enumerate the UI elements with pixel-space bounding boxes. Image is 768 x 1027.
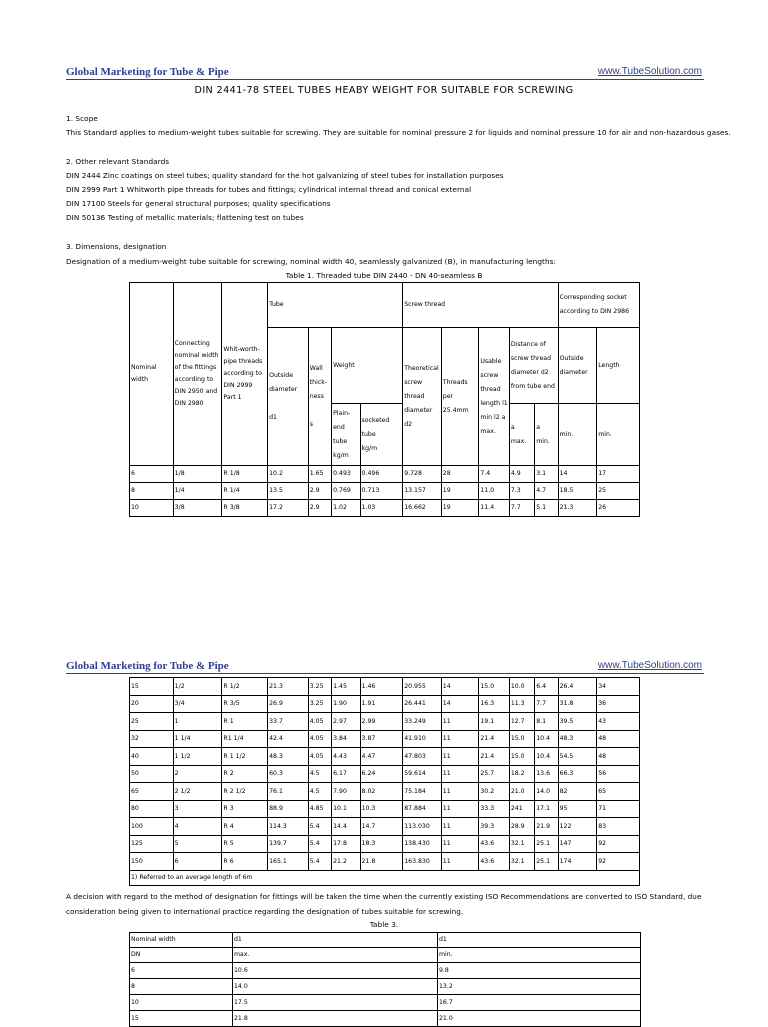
table-cell: 14.4 (332, 818, 360, 836)
page2-header-link[interactable]: www.TubeSolution.com (597, 660, 702, 671)
table-cell: 1.91 (360, 695, 403, 713)
table-cell: 11.0 (479, 483, 509, 500)
table-cell: 48 (597, 748, 640, 766)
table-cell: d1 (438, 933, 641, 948)
table-cell: 10.2 (268, 466, 309, 483)
table-cell: 75.184 (403, 783, 442, 801)
table-row (130, 500, 640, 517)
table-row (130, 483, 640, 500)
table-cell: 40 (130, 748, 174, 766)
table-cell: 11 (441, 748, 479, 766)
table-cell: 138.430 (403, 835, 442, 853)
table-cell: 47.803 (403, 748, 442, 766)
table-cell: 1.45 (332, 678, 360, 696)
table-cell: 26.9 (268, 695, 309, 713)
table-cell: 5 (173, 835, 222, 853)
table-cell: 80 (130, 800, 174, 818)
th-threads: Threads per 25.4mm (441, 328, 479, 466)
table-row (130, 963, 641, 979)
table-cell: 122 (558, 818, 597, 836)
table-cell: 13.5 (268, 483, 309, 500)
table-cell: Nominal width (130, 933, 233, 948)
standard-item: DIN 2999 Part 1 Whitworth pipe threads for tubes and fittings; cylindrical internal thread and conical external (66, 185, 472, 194)
table-cell: R 2 (222, 765, 268, 783)
table-cell: 2 1/2 (173, 783, 222, 801)
table-cell: 4.05 (308, 713, 331, 731)
table-cell: 8 (130, 483, 174, 500)
table1-footnote: 1) Referred to an average length of 6m (130, 870, 640, 885)
table-cell: 1.90 (332, 695, 360, 713)
table-cell: 92 (597, 835, 640, 853)
table-cell: 9.728 (403, 466, 442, 483)
table-cell: 14 (558, 466, 597, 483)
table-cell: 3.25 (308, 678, 331, 696)
dims-text: Designation of a medium-weight tube suitable for screwing, nominal width 40, seamlessly galvanized (B), in manufacturing lengths: (66, 257, 556, 266)
table-cell: 31.8 (558, 695, 597, 713)
table-cell: 21.0 (509, 783, 534, 801)
table-cell: R1 1/4 (222, 730, 268, 748)
th-sock-outside: Outside diameter (558, 328, 597, 404)
table-cell: R 1/8 (222, 466, 268, 483)
table-cell: 15 (130, 678, 174, 696)
table-cell: 11 (441, 730, 479, 748)
table-cell: 6 (130, 466, 174, 483)
table-cell: 42.4 (268, 730, 309, 748)
table-cell: 11 (441, 818, 479, 836)
table-cell: R 4 (222, 818, 268, 836)
table-cell: 3.84 (332, 730, 360, 748)
table-cell: R 1/2 (222, 678, 268, 696)
table-header-row (130, 948, 641, 963)
table-cell: 7.90 (332, 783, 360, 801)
table-cell: 26 (597, 500, 640, 517)
table-cell: 48 (597, 730, 640, 748)
th-connecting: Connecting nominal width of the fittings according to DIN 2950 and DIN 2980 (173, 283, 222, 466)
table-cell: 25.1 (535, 835, 558, 853)
table-cell: 33.3 (479, 800, 509, 818)
table-cell: 20 (130, 695, 174, 713)
table-cell: 1/4 (173, 483, 222, 500)
table-cell: 21.2 (332, 853, 360, 871)
table-cell: 32 (130, 730, 174, 748)
table-cell: 2.9 (308, 500, 331, 517)
th-length: Length (597, 328, 640, 404)
table-cell: 4.47 (360, 748, 403, 766)
th-theoretical: Theoretical screw thread diameter d2 (403, 328, 442, 466)
table-row (130, 818, 640, 836)
table-cell: 5.4 (308, 835, 331, 853)
table-cell: 1/8 (173, 466, 222, 483)
table-cell: 113.030 (403, 818, 442, 836)
table-cell: 2.97 (332, 713, 360, 731)
table-cell: 6.24 (360, 765, 403, 783)
table-cell: 3.87 (360, 730, 403, 748)
table-cell: 15.0 (509, 748, 534, 766)
table-cell: 4.43 (332, 748, 360, 766)
table-cell: 18.2 (509, 765, 534, 783)
table-cell: 5.4 (308, 853, 331, 871)
table-cell: 1 (173, 713, 222, 731)
table-cell: 21.3 (268, 678, 309, 696)
page1-header-rule (66, 79, 704, 80)
table-cell: 48.3 (558, 730, 597, 748)
table-cell: 60.3 (268, 765, 309, 783)
table-cell: 54.5 (558, 748, 597, 766)
table-cell: 12.7 (509, 713, 534, 731)
table-cell: 10.3 (360, 800, 403, 818)
table3-caption: Table 3. (369, 920, 399, 929)
table-cell: 7.7 (535, 695, 558, 713)
table-cell: 15.0 (509, 730, 534, 748)
page2-header-rule (66, 673, 704, 674)
document-title: DIN 2441-78 STEEL TUBES HEABY WEIGHT FOR SUITABLE FOR SCREWING (194, 85, 574, 96)
table-cell: 8.02 (360, 783, 403, 801)
table-cell: 25.7 (479, 765, 509, 783)
table-cell: 11 (441, 765, 479, 783)
table-cell: 3.1 (535, 466, 558, 483)
table-cell: 48.3 (268, 748, 309, 766)
table-cell: 10.4 (535, 730, 558, 748)
table-cell: 150 (130, 853, 174, 871)
table-cell: 11.3 (509, 695, 534, 713)
th-length-min: min. (597, 404, 640, 466)
table-cell: R 2 1/2 (222, 783, 268, 801)
table-cell: 14.7 (360, 818, 403, 836)
table-cell: 14 (441, 695, 479, 713)
table-cell: 13.2 (438, 979, 641, 995)
th-sock-min: min. (558, 404, 597, 466)
table-cell: 3.25 (308, 695, 331, 713)
table-row (130, 835, 640, 853)
table-cell: 76.1 (268, 783, 309, 801)
table-cell: 11 (441, 713, 479, 731)
table-cell: 65 (130, 783, 174, 801)
th-tube: Tube (268, 283, 403, 328)
table-row (130, 995, 641, 1011)
table-cell: 11 (441, 800, 479, 818)
table-cell: 6 (130, 963, 233, 979)
table-cell: R 5 (222, 835, 268, 853)
table-cell: 34 (597, 678, 640, 696)
table-cell: 43 (597, 713, 640, 731)
table-cell: 16.7 (438, 995, 641, 1011)
th-socketed: socketed tube kg/m (360, 404, 403, 466)
table-row (130, 1011, 641, 1027)
table-cell: 14 (441, 678, 479, 696)
table-cell: 26.441 (403, 695, 442, 713)
table-cell: 7.4 (479, 466, 509, 483)
table-cell: 1/2 (173, 678, 222, 696)
table-cell: 17.2 (268, 500, 309, 517)
table-cell: 165.1 (268, 853, 309, 871)
table1-continued (129, 677, 640, 886)
table-cell: 147 (558, 835, 597, 853)
table-cell: 4.05 (308, 730, 331, 748)
th-socket: Corresponding socket according to DIN 2986 (558, 283, 639, 328)
table-cell: R 3 (222, 800, 268, 818)
table-cell: 92 (597, 853, 640, 871)
table-cell: 25 (597, 483, 640, 500)
table-cell: max. (233, 948, 438, 963)
table-cell: 17.8 (332, 835, 360, 853)
table-cell: 41.910 (403, 730, 442, 748)
table-cell: 87.884 (403, 800, 442, 818)
table-row (130, 713, 640, 731)
page2-header-brand: Global Marketing for Tube & Pipe (66, 660, 229, 672)
table1-top (129, 282, 640, 517)
scope-heading: 1. Scope (66, 114, 98, 123)
table-cell: 1.46 (360, 678, 403, 696)
table-cell: 13.157 (403, 483, 442, 500)
table-cell: 2.9 (308, 483, 331, 500)
table-cell: 4.5 (308, 765, 331, 783)
table-cell: 25.1 (535, 853, 558, 871)
table-cell: 1 1/4 (173, 730, 222, 748)
table-cell: 33.7 (268, 713, 309, 731)
table-cell: 3/8 (173, 500, 222, 517)
table-row (130, 730, 640, 748)
table-cell: 3/4 (173, 695, 222, 713)
table-cell: 14.0 (535, 783, 558, 801)
table-cell: 56 (597, 765, 640, 783)
table-cell: 88.9 (268, 800, 309, 818)
table-cell: 2 (173, 765, 222, 783)
table-cell: 6.17 (332, 765, 360, 783)
paragraph-line: consideration being given to international practice regarding the designation of tubes suitable for screwing. (66, 907, 464, 916)
table-cell: 32.1 (509, 835, 534, 853)
table-row (130, 466, 640, 483)
table-cell: R 1/4 (222, 483, 268, 500)
table-cell: 1.02 (332, 500, 360, 517)
table-cell: 20.955 (403, 678, 442, 696)
table-cell: min. (438, 948, 641, 963)
table-cell: 139.7 (268, 835, 309, 853)
th-outside-diameter: Outside diameter d1 (268, 328, 309, 466)
table-cell: 4.05 (308, 748, 331, 766)
table-cell: 21.4 (479, 748, 509, 766)
table-row (130, 748, 640, 766)
table-cell: 25 (130, 713, 174, 731)
table-cell: 8.1 (535, 713, 558, 731)
table-cell: 11 (441, 853, 479, 871)
table-cell: 39.3 (479, 818, 509, 836)
table-header-row (130, 933, 641, 948)
table-cell: 71 (597, 800, 640, 818)
dims-heading: 3. Dimensions, designation (66, 242, 167, 251)
table-cell: 11 (441, 783, 479, 801)
standard-item: DIN 17100 Steels for general structural purposes; quality specifications (66, 199, 331, 208)
table-cell: 66.3 (558, 765, 597, 783)
table-cell: 28.9 (509, 818, 534, 836)
table-cell: 43.6 (479, 835, 509, 853)
th-wall: Wall thick-ness s (308, 328, 331, 466)
table-cell: 1.65 (308, 466, 331, 483)
table-row (130, 678, 640, 696)
table-cell: 21.0 (438, 1011, 641, 1027)
table-cell: 30.2 (479, 783, 509, 801)
table-cell: 17.5 (233, 995, 438, 1011)
table-cell: 19.1 (479, 713, 509, 731)
table-cell: 3 (173, 800, 222, 818)
table-cell: 15.0 (479, 678, 509, 696)
table-cell: 10.0 (509, 678, 534, 696)
table-row (130, 979, 641, 995)
table-cell: 16.662 (403, 500, 442, 517)
table-cell: 10 (130, 995, 233, 1011)
paragraph-line: A decision with regard to the method of designation for fittings will be taken the time when the currently existing ISO Recommendations are converted to ISO Standard, due (66, 892, 702, 901)
standard-item: DIN 50136 Testing of metallic materials; flattening test on tubes (66, 213, 304, 222)
table-cell: R 6 (222, 853, 268, 871)
table-cell: 100 (130, 818, 174, 836)
th-whitworth: Whit-worth-pipe threads according to DIN 2999 Part 1 (222, 283, 268, 466)
table-cell: 10.4 (535, 748, 558, 766)
table-cell: 125 (130, 835, 174, 853)
table-cell: 43.6 (479, 853, 509, 871)
standard-item: DIN 2444 Zinc coatings on steel tubes; quality standard for the hot galvanizing of steel tubes for installation purposes (66, 171, 504, 180)
table-cell: 11.4 (479, 500, 509, 517)
table-cell: 95 (558, 800, 597, 818)
table-cell: 174 (558, 853, 597, 871)
table-cell: R 1 1/2 (222, 748, 268, 766)
table-cell: 10.1 (332, 800, 360, 818)
page1-header-link[interactable]: www.TubeSolution.com (597, 66, 702, 77)
table-cell: 26.4 (558, 678, 597, 696)
table-cell: 11 (441, 835, 479, 853)
table-cell: 15 (130, 1011, 233, 1027)
table-cell: 8 (130, 979, 233, 995)
table-row (130, 783, 640, 801)
table-cell: 4 (173, 818, 222, 836)
table3 (129, 932, 641, 1027)
th-distance: Distance of screw thread diameter d2 from tube end (509, 328, 558, 404)
table-cell: 21.8 (360, 853, 403, 871)
table-cell: 1 1/2 (173, 748, 222, 766)
table-cell: 7.3 (509, 483, 534, 500)
table1-caption: Table 1. Threaded tube DIN 2440 - DN 40-seamless B (285, 271, 483, 280)
table-cell: 5.4 (308, 818, 331, 836)
table-cell: 10 (130, 500, 174, 517)
table-cell: 18.3 (360, 835, 403, 853)
table-cell: 0.493 (332, 466, 360, 483)
table-cell: 114.3 (268, 818, 309, 836)
table-cell: d1 (233, 933, 438, 948)
table-cell: 6 (173, 853, 222, 871)
table-cell: 4.7 (535, 483, 558, 500)
table-cell: 16.3 (479, 695, 509, 713)
table-cell: 10.6 (233, 963, 438, 979)
table-cell: 82 (558, 783, 597, 801)
table-cell: 4.5 (308, 783, 331, 801)
table-cell: 0.496 (360, 466, 403, 483)
table-cell: 2.99 (360, 713, 403, 731)
table-row (130, 695, 640, 713)
th-a-max: a max. (509, 404, 534, 466)
table-row (130, 853, 640, 871)
table-cell: 21.3 (558, 500, 597, 517)
table-cell: 21.9 (535, 818, 558, 836)
table-cell: 0.769 (332, 483, 360, 500)
table-cell: 65 (597, 783, 640, 801)
table-cell: 4.9 (509, 466, 534, 483)
th-nominal-width: Nominal width (130, 283, 174, 466)
table-cell: 21.4 (479, 730, 509, 748)
th-a-min: a min. (535, 404, 558, 466)
scope-text: This Standard applies to medium-weight tubes suitable for screwing. They are suitable for nominal pressure 2 for liquids and nominal pressure 10 for air and non-hazardous gases. (66, 128, 731, 137)
table-cell: 39.5 (558, 713, 597, 731)
table-cell: 241 (509, 800, 534, 818)
table-cell: 28 (441, 466, 479, 483)
table-cell: 17 (597, 466, 640, 483)
table-cell: R 3/8 (222, 500, 268, 517)
table-cell: 1.03 (360, 500, 403, 517)
table-cell: 17.1 (535, 800, 558, 818)
table-cell: 59.614 (403, 765, 442, 783)
table-cell: 83 (597, 818, 640, 836)
table-row (130, 800, 640, 818)
table-cell: 19 (441, 500, 479, 517)
table-cell: 33.249 (403, 713, 442, 731)
th-screw-thread: Screw thread (403, 283, 558, 328)
th-weight: Weight (332, 328, 403, 404)
table-cell: 14.0 (233, 979, 438, 995)
table-cell: 18.5 (558, 483, 597, 500)
table-cell: DN (130, 948, 233, 963)
table-cell: R 3/5 (222, 695, 268, 713)
table-row (130, 765, 640, 783)
table-cell: 163.830 (403, 853, 442, 871)
table-cell: R 1 (222, 713, 268, 731)
table-cell: 50 (130, 765, 174, 783)
table-cell: 6.4 (535, 678, 558, 696)
table-cell: 32.1 (509, 853, 534, 871)
table-cell: 7.7 (509, 500, 534, 517)
th-plain-end: Plain-end tube kg/m (332, 404, 360, 466)
th-usable: Usable screw thread length l1 min l2 a max. (479, 328, 509, 466)
table-cell: 0.713 (360, 483, 403, 500)
table-cell: 9.8 (438, 963, 641, 979)
table-cell: 13.6 (535, 765, 558, 783)
table-cell: 21.8 (233, 1011, 438, 1027)
page1-header-brand: Global Marketing for Tube & Pipe (66, 66, 229, 78)
standards-heading: 2. Other relevant Standards (66, 157, 170, 166)
table-cell: 5.1 (535, 500, 558, 517)
table-cell: 19 (441, 483, 479, 500)
table-cell: 36 (597, 695, 640, 713)
table-cell: 4.85 (308, 800, 331, 818)
